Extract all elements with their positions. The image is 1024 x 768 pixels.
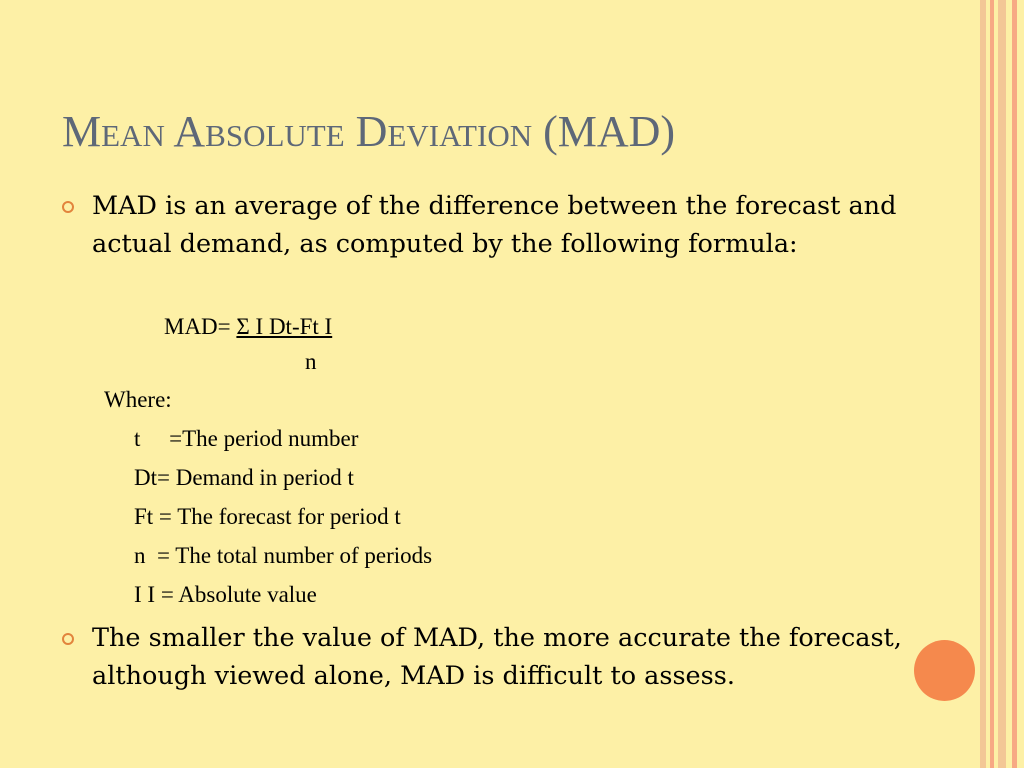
stripe-1 <box>980 0 986 768</box>
formula <box>164 314 332 340</box>
formula-numerator: Σ I Dt-Ft I <box>236 314 333 339</box>
definition-item: Dt= Demand in period t <box>134 465 354 490</box>
formula-lhs: MAD= <box>164 314 237 339</box>
decorative-stripes <box>976 0 1024 768</box>
bullet-text: The smaller the value of MAD, the more accurate the forecast, although viewed alone, MAD is difficult to assess. <box>92 623 902 691</box>
stripe-3 <box>998 0 1006 768</box>
bullet-item <box>62 187 932 263</box>
definition-item: t =The period number <box>134 426 359 451</box>
definition-item: I I = Absolute value <box>134 582 317 607</box>
decorative-circle <box>914 640 975 701</box>
definition-item: n = The total number of periods <box>134 543 433 568</box>
bullet-circle-icon <box>62 201 74 213</box>
formula-denominator: n <box>305 349 317 374</box>
bullet-item <box>62 619 932 695</box>
bullet-text: MAD is an average of the difference between the forecast and actual demand, as computed by the following formula: <box>92 191 897 259</box>
stripe-2 <box>990 0 994 768</box>
where-label: Where: <box>104 387 172 412</box>
slide-title: Mean Absolute Deviation (MAD) <box>62 107 676 156</box>
bullet-circle-icon <box>62 633 74 645</box>
definition-item: Ft = The forecast for period t <box>134 504 401 529</box>
stripe-4 <box>1012 0 1017 768</box>
